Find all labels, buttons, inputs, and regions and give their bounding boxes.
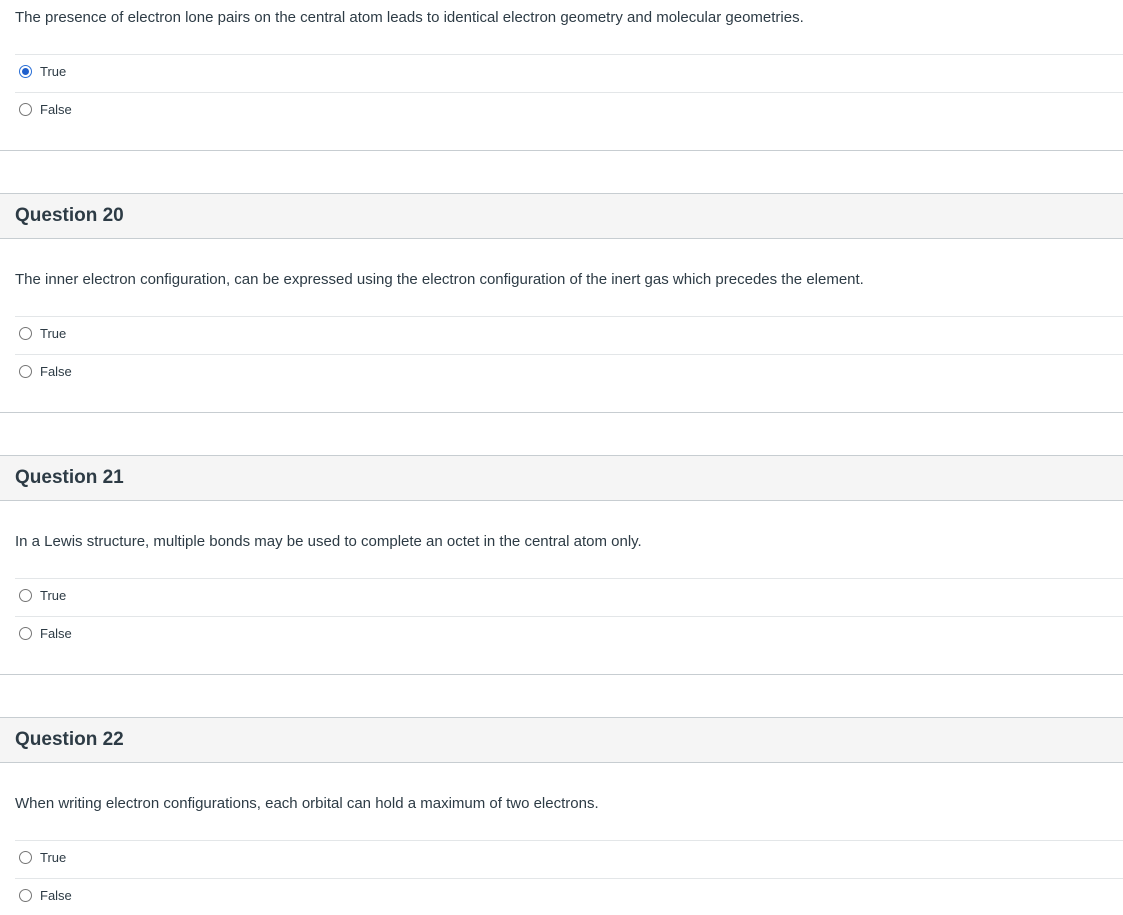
- question-title: Question 22: [15, 729, 124, 750]
- answer-option-false[interactable]: [19, 361, 72, 381]
- answer-option-true[interactable]: [19, 847, 66, 867]
- radio-icon[interactable]: [19, 365, 32, 378]
- question-text: In a Lewis structure, multiple bonds may be used to complete an octet in the central atom only.: [15, 533, 642, 550]
- answer-divider: [15, 92, 1123, 93]
- radio-icon[interactable]: [19, 589, 32, 602]
- radio-selected-icon[interactable]: [19, 65, 32, 78]
- answer-divider: [15, 54, 1123, 55]
- radio-icon[interactable]: [19, 851, 32, 864]
- question-header: [0, 717, 1123, 763]
- answer-divider: [15, 840, 1123, 841]
- question-header: [0, 455, 1123, 501]
- question-separator: [0, 674, 1123, 675]
- answer-divider: [15, 878, 1123, 879]
- answer-label: False: [40, 887, 72, 903]
- answer-label: False: [40, 101, 72, 117]
- question-text: The inner electron configuration, can be expressed using the electron configuration of the inert gas which precedes the element.: [15, 271, 864, 288]
- question-text: The presence of electron lone pairs on the central atom leads to identical electron geometry and molecular geometries.: [15, 9, 804, 26]
- question-title: Question 21: [15, 467, 124, 488]
- answer-divider: [15, 354, 1123, 355]
- answer-divider: [15, 578, 1123, 579]
- answer-label: True: [40, 849, 67, 865]
- radio-icon[interactable]: [19, 327, 32, 340]
- answer-option-true[interactable]: [19, 323, 66, 343]
- answer-option-false[interactable]: [19, 623, 72, 643]
- answer-option-true[interactable]: [19, 61, 66, 81]
- answer-divider: [15, 616, 1123, 617]
- answer-label: True: [40, 587, 67, 603]
- radio-icon[interactable]: [19, 627, 32, 640]
- question-separator: [0, 150, 1123, 151]
- answer-divider: [15, 316, 1123, 317]
- question-header: [0, 193, 1123, 239]
- answer-option-false[interactable]: [19, 885, 72, 905]
- answer-label: True: [40, 325, 67, 341]
- answer-label: True: [40, 63, 67, 79]
- radio-icon[interactable]: [19, 889, 32, 902]
- answer-option-true[interactable]: [19, 585, 66, 605]
- radio-icon[interactable]: [19, 103, 32, 116]
- answer-label: False: [40, 363, 72, 379]
- answer-label: False: [40, 625, 72, 641]
- question-text: When writing electron configurations, each orbital can hold a maximum of two electrons.: [15, 795, 599, 812]
- question-title: Question 20: [15, 205, 124, 226]
- question-separator: [0, 412, 1123, 413]
- answer-option-false[interactable]: [19, 99, 72, 119]
